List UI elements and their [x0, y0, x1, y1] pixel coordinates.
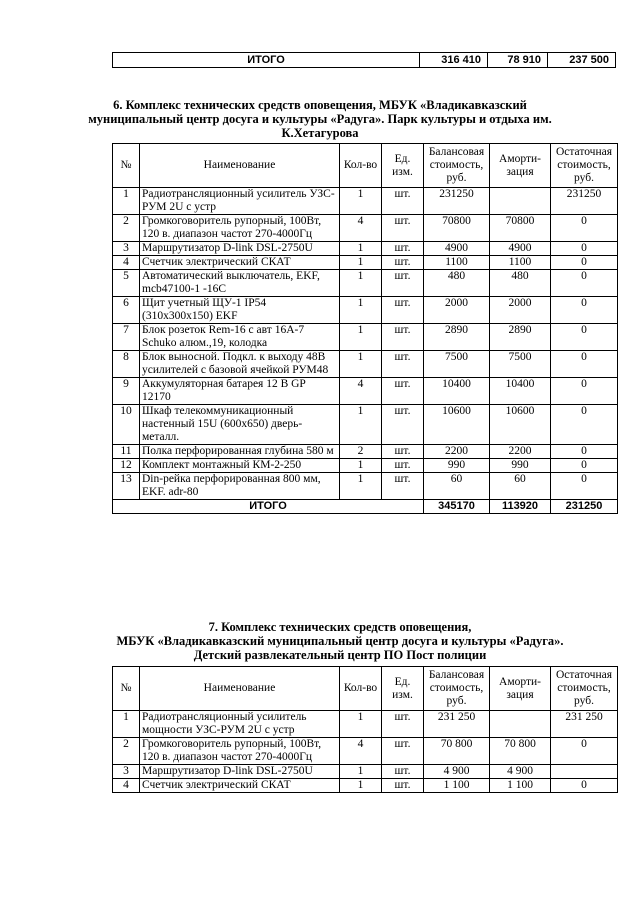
- cell-residual: 0: [551, 779, 618, 793]
- table-row: [113, 779, 618, 793]
- total-row: [113, 500, 618, 514]
- section7-title: [100, 620, 580, 662]
- cell-residual: 0: [551, 270, 618, 297]
- cell-amort: 10600: [490, 405, 551, 445]
- table-row: [113, 242, 618, 256]
- top-total-balance: 316 410: [420, 53, 488, 68]
- cell-number: 12: [113, 459, 140, 473]
- section7-title-line1: 7. Комплекс технических средств оповещения,: [208, 620, 472, 634]
- cell-residual: 0: [551, 459, 618, 473]
- cell-number: 3: [113, 242, 140, 256]
- cell-number: 6: [113, 297, 140, 324]
- cell-name: Счетчик электрический СКАТ: [140, 779, 340, 793]
- cell-name: Радиотрансляционный усилитель мощности УЗС-РУМ 2U с устр: [140, 711, 340, 738]
- cell-unit: шт.: [382, 256, 424, 270]
- cell-qty: 4: [340, 215, 382, 242]
- cell-amort: 7500: [490, 351, 551, 378]
- header-residual: Остаточная стоимость, руб.: [551, 144, 618, 188]
- cell-number: 9: [113, 378, 140, 405]
- cell-number: 11: [113, 445, 140, 459]
- cell-residual: 0: [551, 405, 618, 445]
- header-unit: Ед. изм.: [382, 144, 424, 188]
- section7-title-line3: Детский развлекательный центр ПО Пост полиции: [193, 648, 487, 662]
- header-balance: Балансовая стоимость, руб.: [424, 667, 490, 711]
- cell-unit: шт.: [382, 188, 424, 215]
- cell-residual: 0: [551, 256, 618, 270]
- table-row: [113, 738, 618, 765]
- header-qty: Кол-во: [340, 667, 382, 711]
- table-row: [113, 256, 618, 270]
- header-unit: Ед. изм.: [382, 667, 424, 711]
- cell-residual: 0: [551, 738, 618, 765]
- cell-name: Блок розеток Rem-16 с авт 16А-7 Schuko алюм.,19, колодка: [140, 324, 340, 351]
- cell-qty: 1: [340, 351, 382, 378]
- cell-qty: 1: [340, 473, 382, 500]
- table-row: [113, 459, 618, 473]
- cell-qty: 2: [340, 445, 382, 459]
- cell-number: 3: [113, 765, 140, 779]
- cell-number: 5: [113, 270, 140, 297]
- cell-amort: 1100: [490, 256, 551, 270]
- table-row: [113, 711, 618, 738]
- header-number: №: [113, 144, 140, 188]
- cell-unit: шт.: [382, 445, 424, 459]
- total-label: ИТОГО: [113, 500, 424, 514]
- cell-unit: шт.: [382, 738, 424, 765]
- cell-amort: 4 900: [490, 765, 551, 779]
- top-total-label: ИТОГО: [113, 53, 420, 68]
- cell-qty: 1: [340, 765, 382, 779]
- cell-name: Маршрутизатор D-link DSL-2750U: [140, 765, 340, 779]
- cell-number: 8: [113, 351, 140, 378]
- table-row: [113, 351, 618, 378]
- cell-name: Автоматический выключатель, EKF, mcb47100-1 -16C: [140, 270, 340, 297]
- cell-amort: [490, 711, 551, 738]
- section6-header-row: [113, 144, 618, 188]
- total-residual: 231250: [551, 500, 618, 514]
- cell-balance: 2200: [424, 445, 490, 459]
- cell-unit: шт.: [382, 324, 424, 351]
- table-row: [113, 765, 618, 779]
- cell-amort: 990: [490, 459, 551, 473]
- section7-title-line2: МБУК «Владикавказский муниципальный центр досуга и культуры «Радуга».: [116, 634, 564, 648]
- cell-number: 7: [113, 324, 140, 351]
- cell-balance: 2890: [424, 324, 490, 351]
- cell-unit: шт.: [382, 270, 424, 297]
- header-number: №: [113, 667, 140, 711]
- cell-number: 4: [113, 256, 140, 270]
- cell-balance: 7500: [424, 351, 490, 378]
- total-balance: 345170: [424, 500, 490, 514]
- table-row: [113, 270, 618, 297]
- cell-residual: 0: [551, 378, 618, 405]
- header-qty: Кол-во: [340, 144, 382, 188]
- cell-residual: 0: [551, 297, 618, 324]
- section6-title-line1: 6. Комплекс технических средств оповещения, МБУК «Владикавказский: [113, 98, 527, 112]
- cell-residual: 0: [551, 324, 618, 351]
- cell-balance: 4900: [424, 242, 490, 256]
- cell-qty: 1: [340, 405, 382, 445]
- cell-amort: 2000: [490, 297, 551, 324]
- header-name: Наименование: [140, 144, 340, 188]
- section6-title-line3: К.Хетагурова: [281, 126, 359, 140]
- cell-number: 1: [113, 711, 140, 738]
- cell-qty: 1: [340, 297, 382, 324]
- cell-residual: 231 250: [551, 711, 618, 738]
- cell-name: Блок выносной. Подкл. к выходу 48В усилителей с базовой ячейкой РУМ48: [140, 351, 340, 378]
- cell-number: 13: [113, 473, 140, 500]
- top-total-residual: 237 500: [548, 53, 616, 68]
- cell-residual: [551, 765, 618, 779]
- cell-unit: шт.: [382, 405, 424, 445]
- cell-name: Комплект монтажный КМ-2-250: [140, 459, 340, 473]
- cell-residual: 0: [551, 215, 618, 242]
- cell-unit: шт.: [382, 711, 424, 738]
- table-row: [113, 215, 618, 242]
- header-amort: Аморти-зация: [490, 667, 551, 711]
- cell-amort: 480: [490, 270, 551, 297]
- cell-amort: 60: [490, 473, 551, 500]
- cell-balance: 1 100: [424, 779, 490, 793]
- table-row: [113, 324, 618, 351]
- cell-number: 4: [113, 779, 140, 793]
- cell-amort: 70800: [490, 215, 551, 242]
- cell-name: Радиотрансляционный усилитель УЗС-РУМ 2U с устр: [140, 188, 340, 215]
- top-total-table: [112, 52, 616, 68]
- top-total-row: [113, 53, 616, 68]
- cell-unit: шт.: [382, 779, 424, 793]
- cell-name: Счетчик электрический СКАТ: [140, 256, 340, 270]
- cell-name: Громкоговоритель рупорный, 100Вт, 120 в. диапазон частот 270-4000Гц: [140, 215, 340, 242]
- cell-name: Шкаф телекоммуникационный настенный 15U (600х650) дверь-металл.: [140, 405, 340, 445]
- section7-header-row: [113, 667, 618, 711]
- header-balance: Балансовая стоимость, руб.: [424, 144, 490, 188]
- top-total-amort: 78 910: [488, 53, 548, 68]
- header-amort: Аморти-зация: [490, 144, 551, 188]
- cell-unit: шт.: [382, 242, 424, 256]
- section6-title-line2: муниципальный центр досуга и культуры «Радуга». Парк культуры и отдыха им.: [88, 112, 552, 126]
- cell-balance: 70 800: [424, 738, 490, 765]
- cell-unit: шт.: [382, 297, 424, 324]
- cell-unit: шт.: [382, 459, 424, 473]
- cell-qty: 1: [340, 270, 382, 297]
- cell-residual: 0: [551, 473, 618, 500]
- cell-residual: 0: [551, 445, 618, 459]
- section6-title: [60, 98, 580, 140]
- cell-qty: 1: [340, 779, 382, 793]
- cell-name: Маршрутизатор D-link DSL-2750U: [140, 242, 340, 256]
- cell-name: Громкоговоритель рупорный, 100Вт, 120 в. диапазон частот 270-4000Гц: [140, 738, 340, 765]
- cell-qty: 4: [340, 738, 382, 765]
- cell-number: 1: [113, 188, 140, 215]
- cell-qty: 1: [340, 711, 382, 738]
- cell-amort: 4900: [490, 242, 551, 256]
- table-row: [113, 473, 618, 500]
- section6-table: [112, 143, 618, 514]
- cell-name: Din-рейка перфорированная 800 мм, EKF. adr-80: [140, 473, 340, 500]
- cell-balance: 4 900: [424, 765, 490, 779]
- cell-unit: шт.: [382, 473, 424, 500]
- cell-unit: шт.: [382, 378, 424, 405]
- table-row: [113, 378, 618, 405]
- cell-unit: шт.: [382, 765, 424, 779]
- cell-balance: 60: [424, 473, 490, 500]
- cell-amort: 2200: [490, 445, 551, 459]
- table-row: [113, 445, 618, 459]
- cell-qty: 1: [340, 459, 382, 473]
- cell-qty: 4: [340, 378, 382, 405]
- cell-balance: 2000: [424, 297, 490, 324]
- table-row: [113, 405, 618, 445]
- cell-balance: 10400: [424, 378, 490, 405]
- cell-amort: 70 800: [490, 738, 551, 765]
- cell-balance: 10600: [424, 405, 490, 445]
- total-amort: 113920: [490, 500, 551, 514]
- cell-amort: 2890: [490, 324, 551, 351]
- cell-name: Аккумуляторная батарея 12 В GP 12170: [140, 378, 340, 405]
- cell-qty: 1: [340, 242, 382, 256]
- cell-balance: 231 250: [424, 711, 490, 738]
- cell-residual: 231250: [551, 188, 618, 215]
- table-row: [113, 297, 618, 324]
- section7-table: [112, 666, 618, 793]
- header-name: Наименование: [140, 667, 340, 711]
- cell-unit: шт.: [382, 215, 424, 242]
- cell-balance: 990: [424, 459, 490, 473]
- cell-balance: 1100: [424, 256, 490, 270]
- cell-number: 10: [113, 405, 140, 445]
- cell-amort: 10400: [490, 378, 551, 405]
- cell-amort: [490, 188, 551, 215]
- cell-qty: 1: [340, 256, 382, 270]
- cell-name: Полка перфорированная глубина 580 м: [140, 445, 340, 459]
- cell-qty: 1: [340, 324, 382, 351]
- cell-residual: 0: [551, 242, 618, 256]
- cell-residual: 0: [551, 351, 618, 378]
- cell-qty: 1: [340, 188, 382, 215]
- cell-balance: 231250: [424, 188, 490, 215]
- header-residual: Остаточная стоимость, руб.: [551, 667, 618, 711]
- cell-unit: шт.: [382, 351, 424, 378]
- cell-amort: 1 100: [490, 779, 551, 793]
- cell-number: 2: [113, 215, 140, 242]
- cell-balance: 70800: [424, 215, 490, 242]
- table-row: [113, 188, 618, 215]
- cell-number: 2: [113, 738, 140, 765]
- cell-balance: 480: [424, 270, 490, 297]
- cell-name: Щит учетный ЩУ-1 IP54 (310х300х150) EKF: [140, 297, 340, 324]
